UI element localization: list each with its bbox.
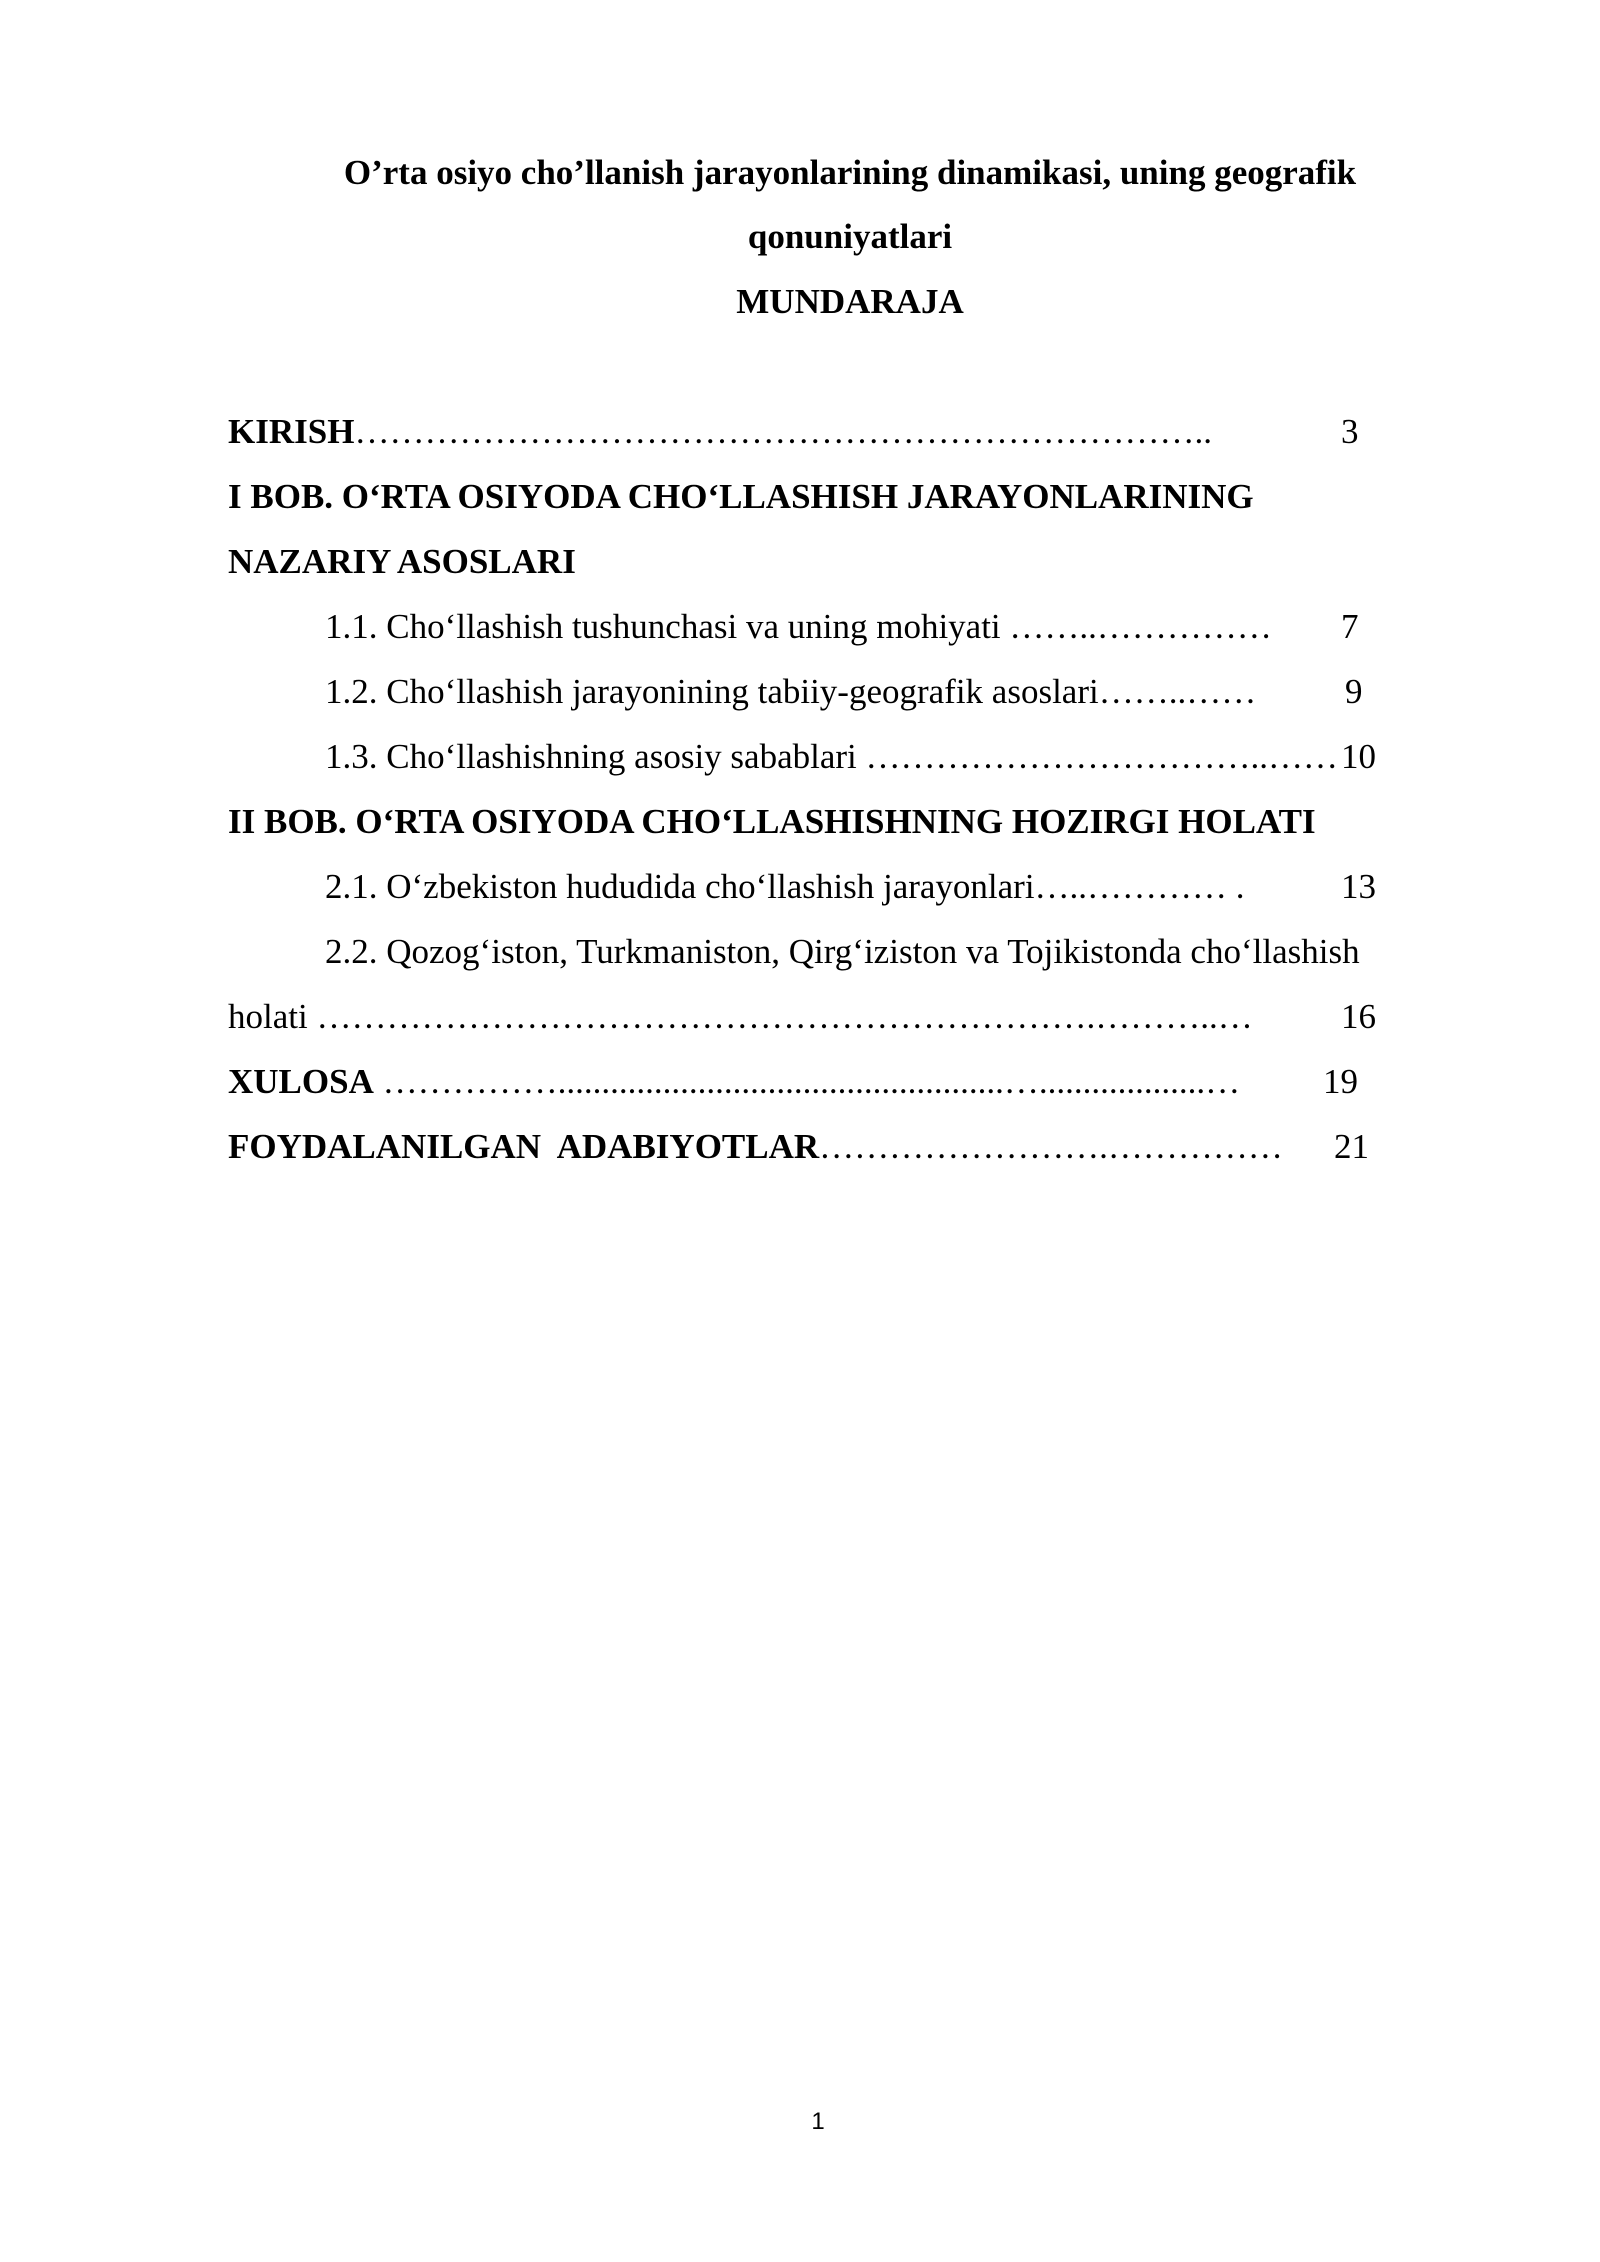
toc-leader-dots: ……………...................................................…...................…: [382, 1062, 1241, 1101]
toc-page-number: 19: [1323, 1062, 1358, 1101]
toc-page-number: 21: [1334, 1127, 1369, 1166]
toc-chapter-1-line-1: I BOB. O‘RTA OSIYODA CHO‘LLASHISH JARAYONLARINING: [228, 477, 1254, 516]
toc-chapter-1-line-2: NAZARIY ASOSLARI: [228, 542, 576, 581]
toc-entry-label: FOYDALANILGAN ADABIYOTLAR: [228, 1127, 820, 1166]
toc-page-number: 7: [1341, 607, 1359, 646]
document-title-line-2: qonuniyatlari: [747, 217, 953, 256]
toc-entry-adabiyotlar: [228, 1126, 1283, 1168]
toc-entry-xulosa: [228, 1061, 1240, 1103]
footer-page-number: 1: [811, 2108, 825, 2135]
toc-section-1-1: 1.1. Cho‘llashish tushunchasi va uning mohiyati ……..……………: [325, 607, 1272, 646]
toc-page-number: 16: [1341, 997, 1376, 1036]
toc-section-2-2-line-2: holati ………………………………………………………….………..…: [228, 997, 1253, 1036]
toc-section-2-1: 2.1. O‘zbekiston hududida cho‘llashish jarayonlari…..………… .: [325, 867, 1245, 906]
contents-heading: MUNDARAJA: [736, 282, 964, 321]
document-title-line-1: O’rta osiyo cho’llanish jarayonlarining dinamikasi, uning geografik: [343, 153, 1357, 192]
toc-chapter-2: II BOB. O‘RTA OSIYODA CHO‘LLASHISHNING HOZIRGI HOLATI: [228, 802, 1316, 841]
toc-section-1-3: 1.3. Cho‘llashishning asosiy sabablari ……………………………..……: [325, 737, 1339, 776]
toc-leader-dots: …………………….……………: [819, 1127, 1283, 1166]
toc-page-number: 13: [1341, 867, 1376, 906]
toc-entry-label: KIRISH: [228, 412, 355, 451]
toc-leader-dots: ………………………………………………………………..: [354, 412, 1212, 451]
toc-section-1-2: 1.2. Cho‘llashish jarayonining tabiiy-geografik asoslari……..……: [325, 672, 1257, 711]
toc-page-number: 3: [1341, 412, 1359, 451]
toc-section-2-2-line-1: 2.2. Qozog‘iston, Turkmaniston, Qirg‘iziston va Tojikistonda cho‘llashish: [325, 932, 1360, 971]
toc-entry-kirish: [228, 411, 1212, 453]
toc-page-number: 10: [1341, 737, 1376, 776]
toc-page-number: 9: [1345, 672, 1363, 711]
toc-entry-label: XULOSA: [228, 1062, 374, 1101]
